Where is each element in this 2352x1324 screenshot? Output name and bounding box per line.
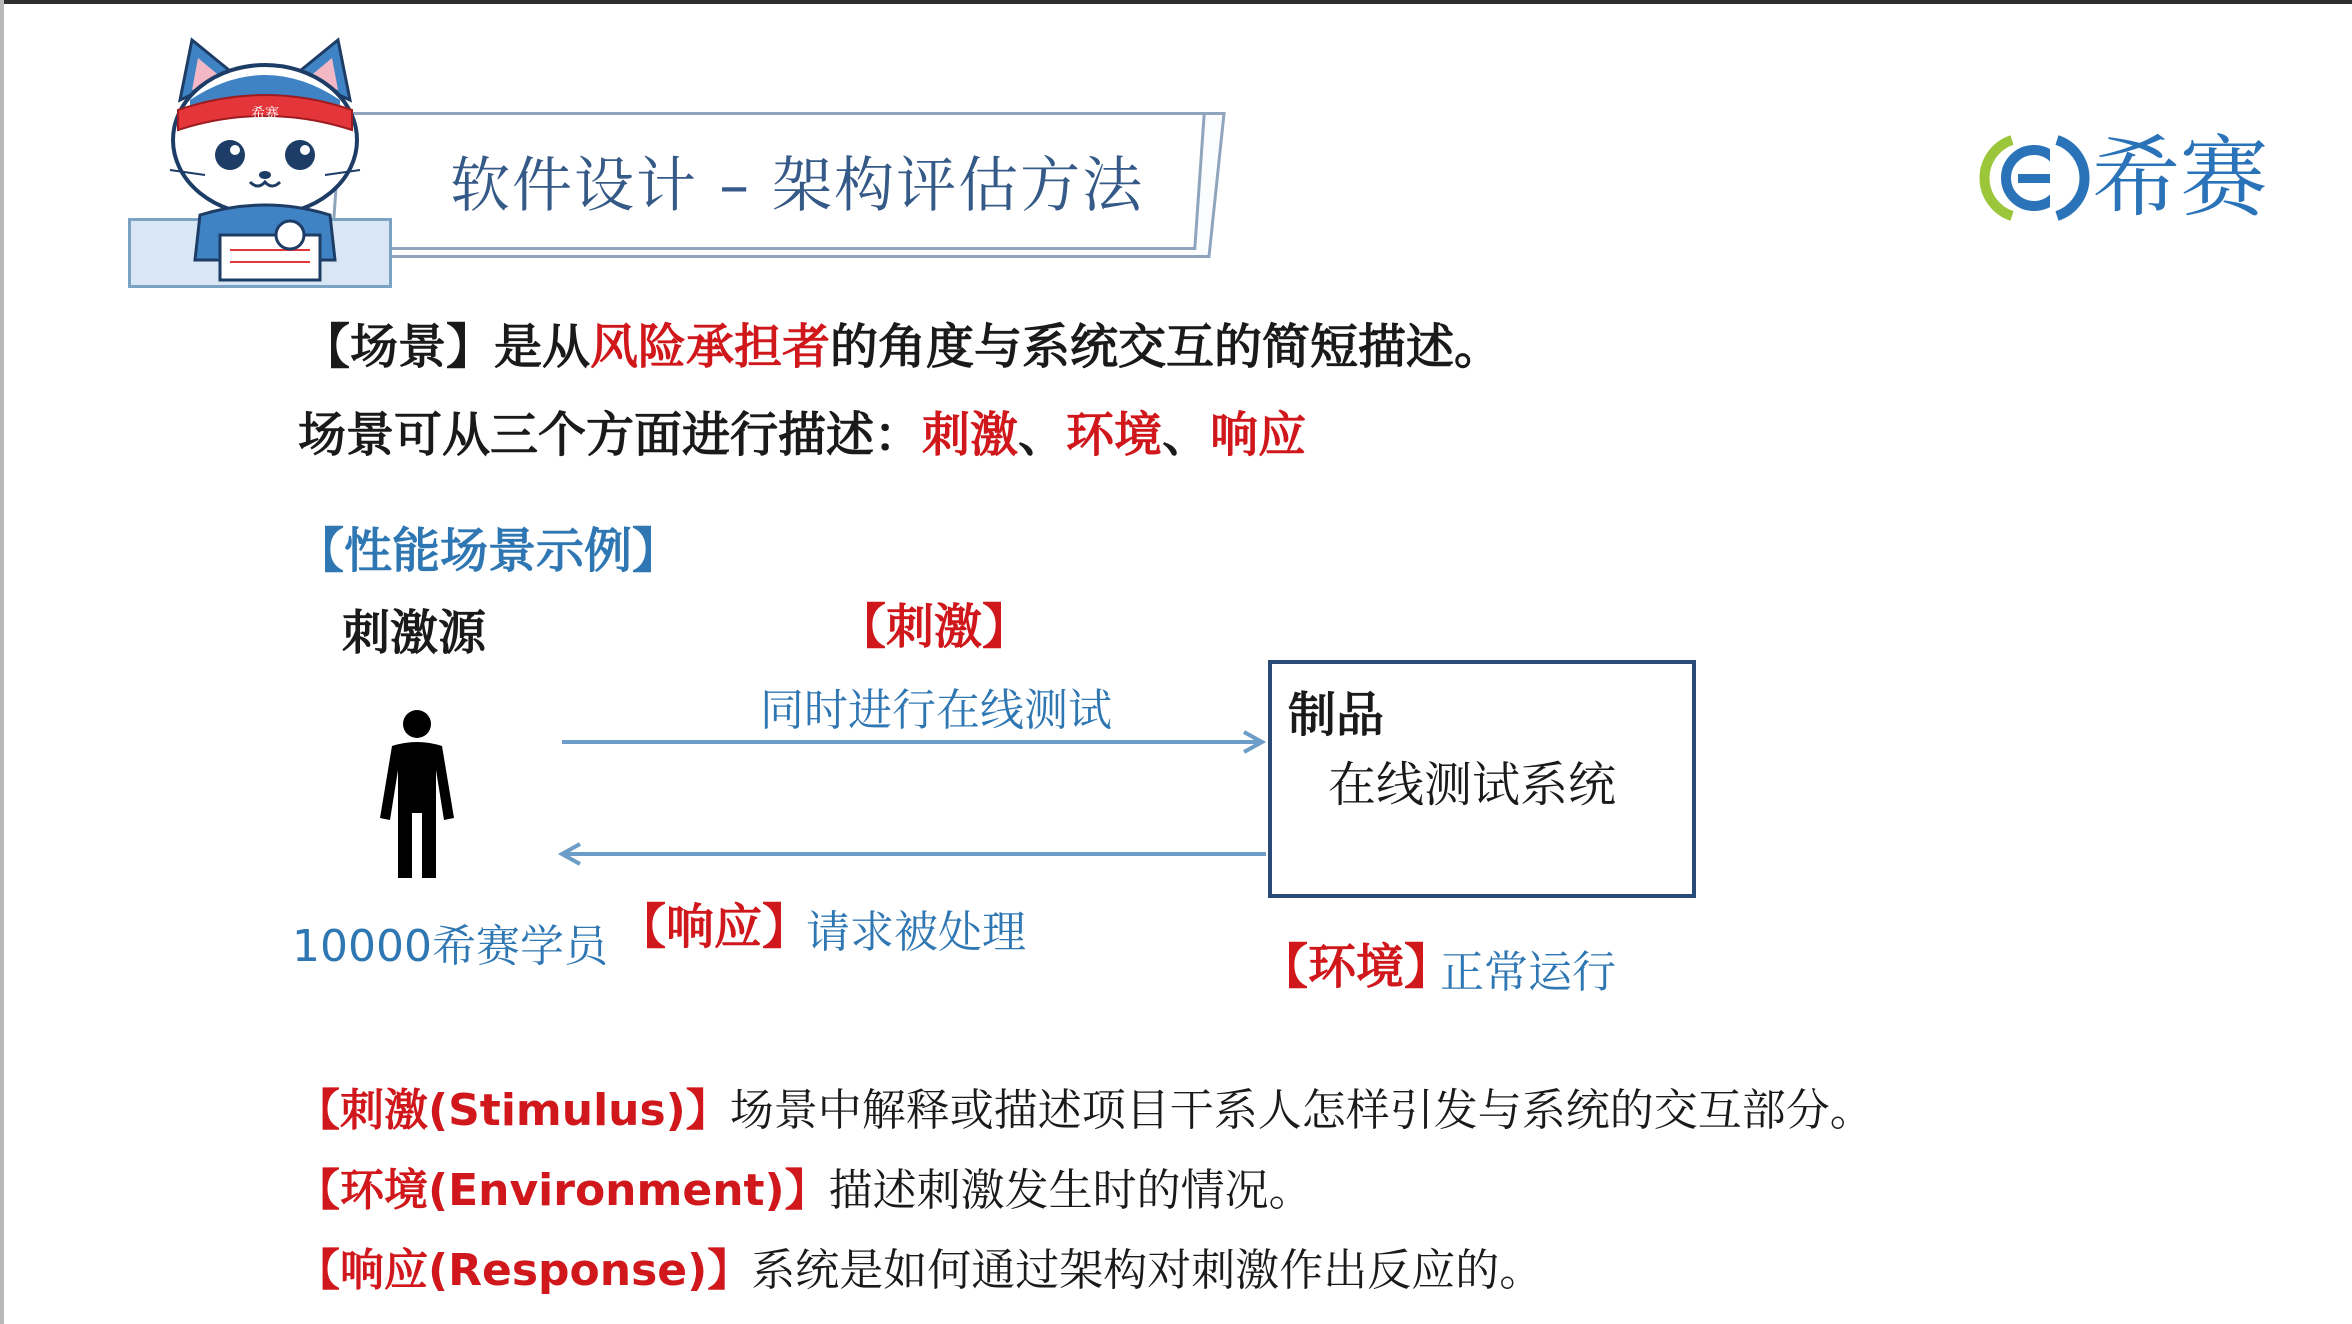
environment-header: 【环境】 [1260,939,1453,995]
response-text: 请求被处理 [806,907,1026,958]
artifact-header: 制品 [1288,687,1385,743]
definition-term: 【环境(Environment)】 [296,1165,829,1216]
intro-term-environment: 环境 [1066,407,1163,463]
intro-line-1-highlight: 风险承担者 [590,319,831,375]
artifact-text: 在线测试系统 [1328,757,1617,813]
definition-environment [296,1154,1313,1218]
students-label: 10000希赛学员 [292,921,608,972]
stimulus-text: 同时进行在线测试 [760,685,1112,736]
response-header: 【响应】 [618,899,811,955]
page-title: 软件设计 – 架构评估方法 [450,151,1145,221]
intro-line-1 [302,308,1502,377]
left-border [0,0,4,1324]
cat-mascot-icon [150,30,380,285]
definition-text: 描述刺激发生时的情况。 [828,1165,1313,1216]
environment-text: 正常运行 [1440,947,1616,998]
definition-stimulus [296,1074,1874,1138]
definition-text: 场景中解释或描述项目干系人怎样引发与系统的交互部分。 [729,1085,1874,1136]
intro-line-1-post: 的角度与系统交互的简短描述。 [830,319,1503,375]
definition-term: 【响应(Response)】 [296,1245,752,1296]
stimulus-header: 【刺激】 [838,599,1031,655]
definition-term: 【刺激(Stimulus)】 [296,1085,730,1136]
intro-term-stimulus: 刺激 [922,407,1019,463]
stimulus-source-label: 刺激源 [342,605,487,661]
intro-sep-2: 、 [1162,407,1211,463]
intro-line-1-pre: 【场景】是从 [302,319,591,375]
logo-text: 希赛 [2092,126,2269,229]
definition-text: 系统是如何通过架构对刺激作出反应的。 [751,1245,1544,1296]
top-border [0,0,2352,4]
intro-term-response: 响应 [1210,407,1307,463]
intro-sep-1: 、 [1018,407,1067,463]
intro-line-2 [298,396,1306,465]
definition-response [296,1234,1543,1298]
section-title: 【性能场景示例】 [296,523,681,579]
person-icon [372,708,462,878]
mascot-badge: 希赛 [251,106,279,122]
intro-line-2-pre: 场景可从三个方面进行描述： [298,407,923,463]
